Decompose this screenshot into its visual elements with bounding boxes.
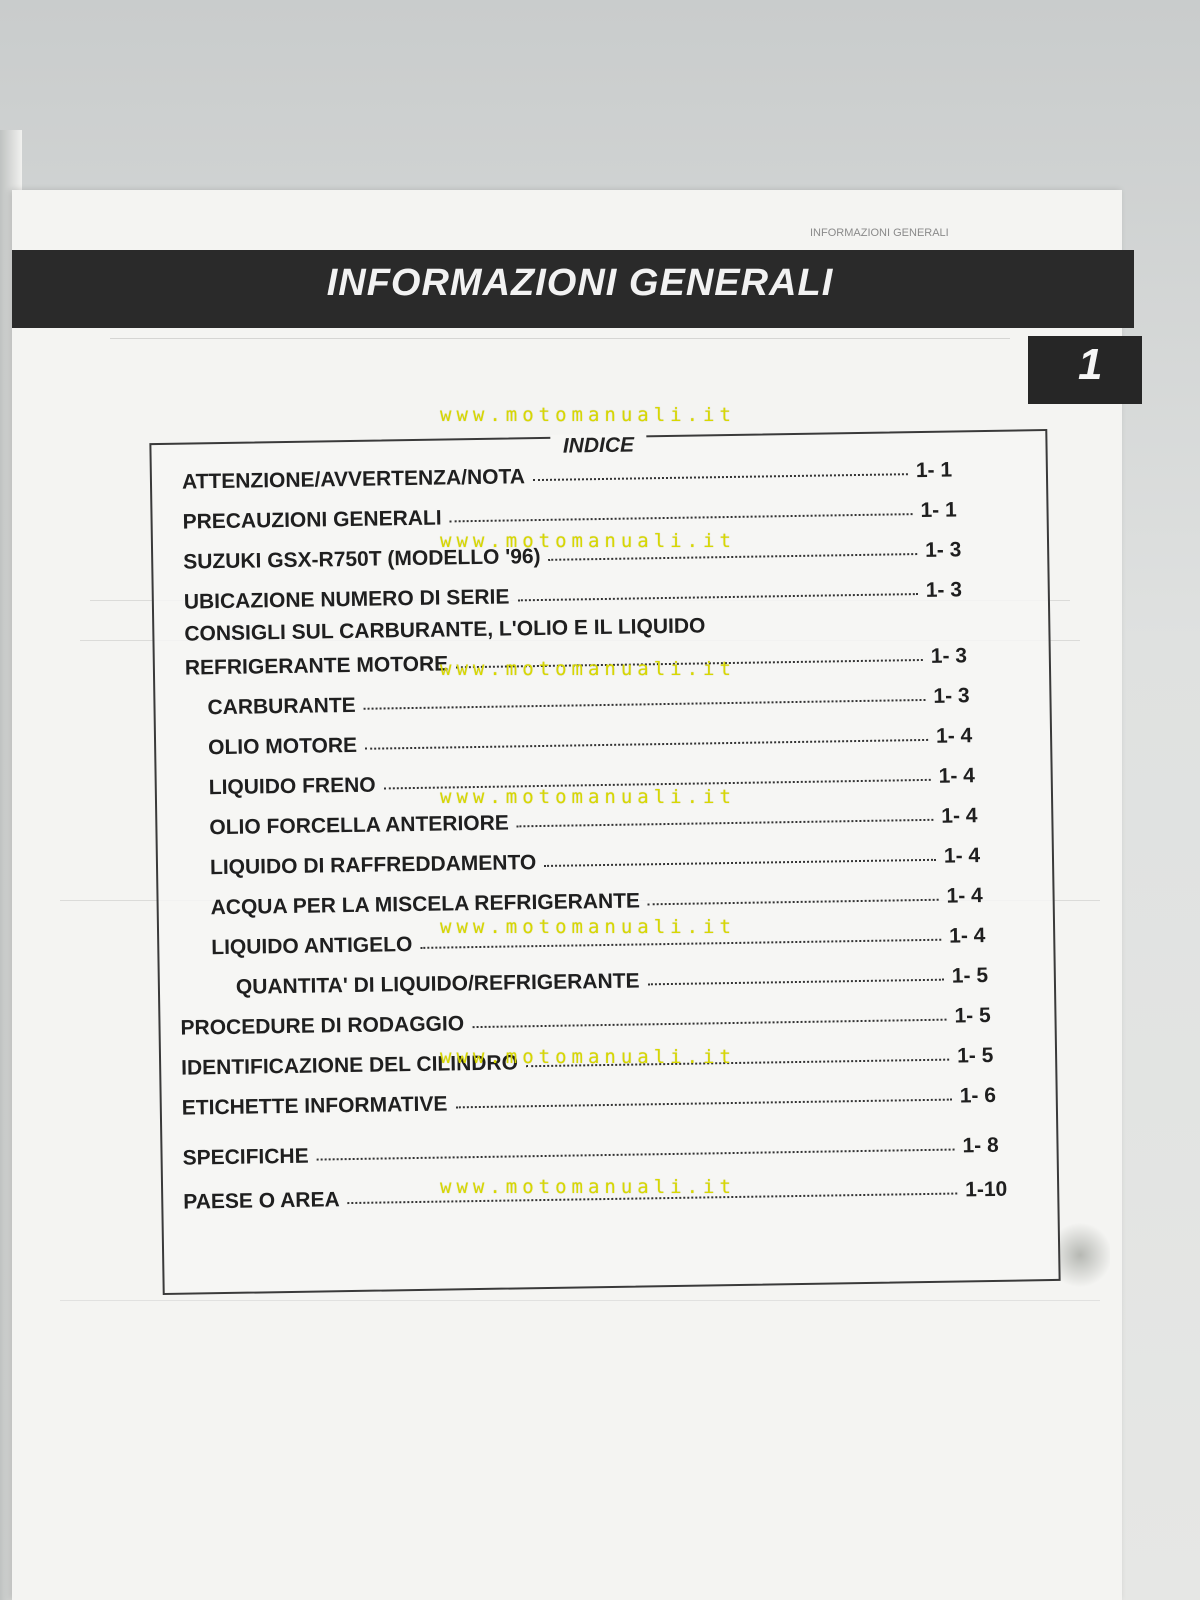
toc-leader-dots bbox=[648, 979, 944, 986]
watermark-text: www.motomanuali.it bbox=[440, 404, 736, 426]
toc-entry-label: PROCEDURE DI RODAGGIO bbox=[180, 1012, 465, 1040]
toc-entry bbox=[184, 572, 986, 615]
toc-entry-page: 1- 3 bbox=[925, 578, 963, 602]
toc-entry-label: ACQUA PER LA MISCELA REFRIGERANTE bbox=[210, 889, 641, 920]
toc-leader-dots bbox=[544, 859, 936, 867]
toc-entry-label: QUANTITA' DI LIQUIDO/REFRIGERANTE bbox=[235, 969, 640, 999]
toc-entry-page: 1- 5 bbox=[951, 963, 989, 988]
toc-entry bbox=[182, 492, 980, 535]
toc-entry-label: LIQUIDO DI RAFFREDDAMENTO bbox=[209, 851, 537, 880]
toc-leader-dots bbox=[517, 819, 934, 828]
toc-entry bbox=[180, 998, 1014, 1041]
toc-box bbox=[149, 429, 1060, 1295]
toc-leader-dots bbox=[549, 553, 918, 561]
toc-entry-page: 1- 4 bbox=[949, 924, 986, 948]
toc-entry bbox=[236, 958, 1012, 1000]
toc-entry-page: 1- 4 bbox=[938, 764, 976, 788]
bleed-through-line bbox=[60, 1300, 1100, 1311]
running-head: INFORMAZIONI GENERALI bbox=[810, 227, 949, 239]
toc-entry-page: 1- 1 bbox=[915, 458, 953, 483]
toc-entry-page: 1- 4 bbox=[941, 804, 978, 828]
watermark-text: www.motomanuali.it bbox=[440, 786, 736, 808]
toc-entry-page: 1- 4 bbox=[946, 884, 983, 908]
toc-entry-label-line1: CONSIGLI SUL CARBURANTE, L'OLIO E IL LIQUIDO bbox=[184, 614, 706, 646]
toc-entry bbox=[182, 1078, 1020, 1121]
toc-leader-dots bbox=[517, 593, 917, 601]
toc-entry-label: ETICHETTE INFORMATIVE bbox=[181, 1092, 448, 1120]
watermark-text: www.motomanuali.it bbox=[440, 1046, 736, 1068]
toc-entry bbox=[207, 678, 993, 720]
toc-entry-label: SUZUKI GSX-R750T (MODELLO '96) bbox=[183, 544, 541, 574]
toc-entry-label: PRECAUZIONI GENERALI bbox=[182, 506, 442, 534]
toc-entry-label: OLIO MOTORE bbox=[207, 733, 358, 760]
watermark-text: www.motomanuali.it bbox=[440, 658, 736, 680]
toc-leader-dots bbox=[420, 939, 941, 949]
toc-leader-dots bbox=[455, 1099, 951, 1109]
chapter-number: 1 bbox=[1078, 340, 1103, 389]
toc-title-text: INDICE bbox=[551, 433, 647, 457]
toc-entry-label: CARBURANTE bbox=[207, 693, 356, 720]
toc-entry-label: SPECIFICHE bbox=[182, 1144, 309, 1170]
toc-entry bbox=[210, 878, 1006, 920]
toc-entry-page: 1- 5 bbox=[956, 1043, 994, 1068]
toc-entry-page: 1- 1 bbox=[920, 498, 957, 522]
toc-leader-dots bbox=[317, 1149, 955, 1161]
toc-entry-page: 1- 6 bbox=[959, 1083, 997, 1108]
toc-entry-label: ATTENZIONE/AVVERTENZA/NOTA bbox=[181, 465, 526, 494]
toc-leader-dots bbox=[364, 699, 926, 710]
page-title: INFORMAZIONI GENERALI bbox=[326, 262, 834, 304]
toc-leader-dots bbox=[450, 513, 913, 522]
watermark-text: www.motomanuali.it bbox=[440, 1176, 736, 1198]
toc-leader-dots bbox=[648, 899, 939, 906]
watermark-text: www.motomanuali.it bbox=[440, 530, 736, 552]
toc-entry-page: 1-10 bbox=[965, 1177, 1008, 1202]
toc-entry-label: LIQUIDO FRENO bbox=[208, 773, 376, 800]
toc-entry-label: LIQUIDO ANTIGELO bbox=[211, 933, 413, 960]
toc-entry-page: 1- 4 bbox=[943, 844, 981, 868]
toc-entry-label: REFRIGERANTE MOTORE bbox=[184, 652, 449, 680]
toc-entry bbox=[182, 1127, 1022, 1170]
toc-entry bbox=[210, 838, 1004, 880]
toc-entry-page: 1- 3 bbox=[930, 644, 968, 668]
toc-entry-label: OLIO FORCELLA ANTERIORE bbox=[209, 811, 509, 840]
toc-entry-label: IDENTIFICAZIONE DEL CILINDRO bbox=[181, 1051, 519, 1080]
watermark-text: www.motomanuali.it bbox=[440, 916, 736, 938]
toc-leader-dots bbox=[365, 739, 928, 750]
bleed-through-line bbox=[110, 338, 1010, 349]
toc-entry-page: 1- 5 bbox=[954, 1003, 991, 1028]
toc-entry-label: UBICAZIONE NUMERO DI SERIE bbox=[183, 585, 510, 614]
toc-leader-dots bbox=[533, 473, 908, 481]
toc-entry-page: 1- 3 bbox=[924, 538, 962, 562]
toc-entry bbox=[208, 718, 996, 760]
toc-entry-page: 1- 4 bbox=[935, 724, 973, 748]
toc-entry-label: PAESE O AREA bbox=[183, 1188, 340, 1214]
toc-leader-dots bbox=[472, 1019, 946, 1028]
toc-entry-page: 1- 8 bbox=[962, 1133, 999, 1158]
toc-entry-page: 1- 3 bbox=[933, 684, 970, 708]
